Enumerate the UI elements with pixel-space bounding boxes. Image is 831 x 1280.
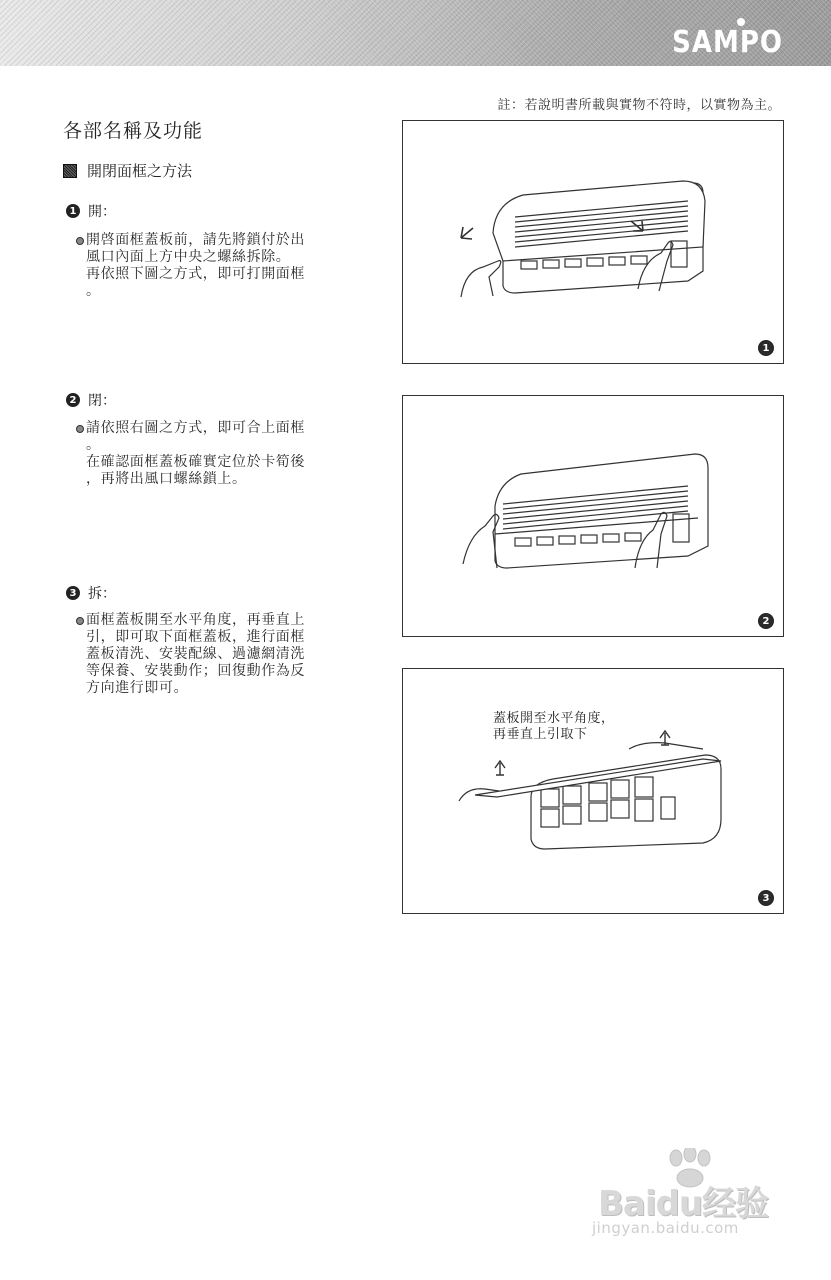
panel-3-number-badge: 3 bbox=[758, 890, 774, 906]
illustration-panel-3 bbox=[402, 668, 784, 914]
panel-3-caption-line-1: 蓋板開至水平角度， bbox=[493, 711, 615, 726]
number-2-icon: 2 bbox=[66, 393, 80, 407]
step-1-label: 開： bbox=[88, 204, 116, 220]
step-3-heading bbox=[66, 583, 116, 603]
panel-2-number-badge: 2 bbox=[758, 613, 774, 629]
step-3-text bbox=[86, 612, 348, 697]
step-1-line-2: 風口內面上方中央之螺絲拆除。 bbox=[86, 249, 291, 265]
step-1-text bbox=[86, 232, 348, 300]
step-1-line-1: 開啓面框蓋板前，請先將鎖付於出 bbox=[86, 232, 305, 248]
step-3-line-4: 等保養、安裝動作；回復動作為反 bbox=[86, 663, 305, 679]
number-1-icon: 1 bbox=[66, 204, 80, 218]
step-2-line-3: 在確認面框蓋板確實定位於卡筍後 bbox=[86, 454, 305, 470]
ac-removing-illustration bbox=[403, 669, 783, 913]
watermark-text: Baidu经验 bbox=[598, 1184, 769, 1224]
ac-closing-illustration bbox=[403, 396, 783, 636]
step-1-line-3: 再依照下圖之方式，即可打開面框 bbox=[86, 266, 305, 282]
step-2-line-1: 請依照右圖之方式，即可合上面框 bbox=[86, 420, 305, 436]
step-3-line-3: 蓋板清洗、安裝配線、過濾網清洗 bbox=[86, 646, 305, 662]
bullet-icon bbox=[76, 617, 84, 625]
step-2-label: 閉： bbox=[88, 393, 116, 409]
step-1-heading bbox=[66, 201, 116, 221]
illustration-panel-2 bbox=[402, 395, 784, 637]
step-3-line-5: 方向進行即可。 bbox=[86, 680, 189, 696]
panel-3-caption bbox=[493, 711, 615, 743]
bullet-icon bbox=[76, 425, 84, 433]
step-1-line-4: 。 bbox=[86, 283, 101, 299]
section-title: 各部名稱及功能 bbox=[63, 120, 204, 142]
subhead bbox=[63, 160, 192, 181]
ac-opening-illustration bbox=[403, 121, 783, 363]
bullet-icon bbox=[76, 237, 84, 245]
number-3-icon: 3 bbox=[66, 586, 80, 600]
step-2-text bbox=[86, 420, 348, 488]
illustration-panel-1 bbox=[402, 120, 784, 364]
disclaimer-note: 註：若說明書所載與實物不符時，以實物為主。 bbox=[497, 98, 781, 113]
panel-1-number-badge: 1 bbox=[758, 340, 774, 356]
panel-3-caption-line-2: 再垂直上引取下 bbox=[493, 727, 588, 742]
step-3-label: 拆： bbox=[88, 586, 116, 602]
brand-logo: SAMPO bbox=[672, 25, 783, 61]
subhead-text: 開閉面框之方法 bbox=[87, 162, 193, 180]
step-3-line-2: 引，即可取下面框蓋板，進行面框 bbox=[86, 629, 305, 645]
step-2-line-4: ，再將出風口螺絲鎖上。 bbox=[86, 471, 247, 487]
watermark-url: jingyan.baidu.com bbox=[592, 1219, 739, 1237]
step-2-heading bbox=[66, 390, 116, 410]
step-2-line-2: 。 bbox=[86, 437, 101, 453]
square-bullet-icon bbox=[63, 164, 77, 178]
step-3-line-1: 面框蓋板開至水平角度，再垂直上 bbox=[86, 612, 305, 628]
